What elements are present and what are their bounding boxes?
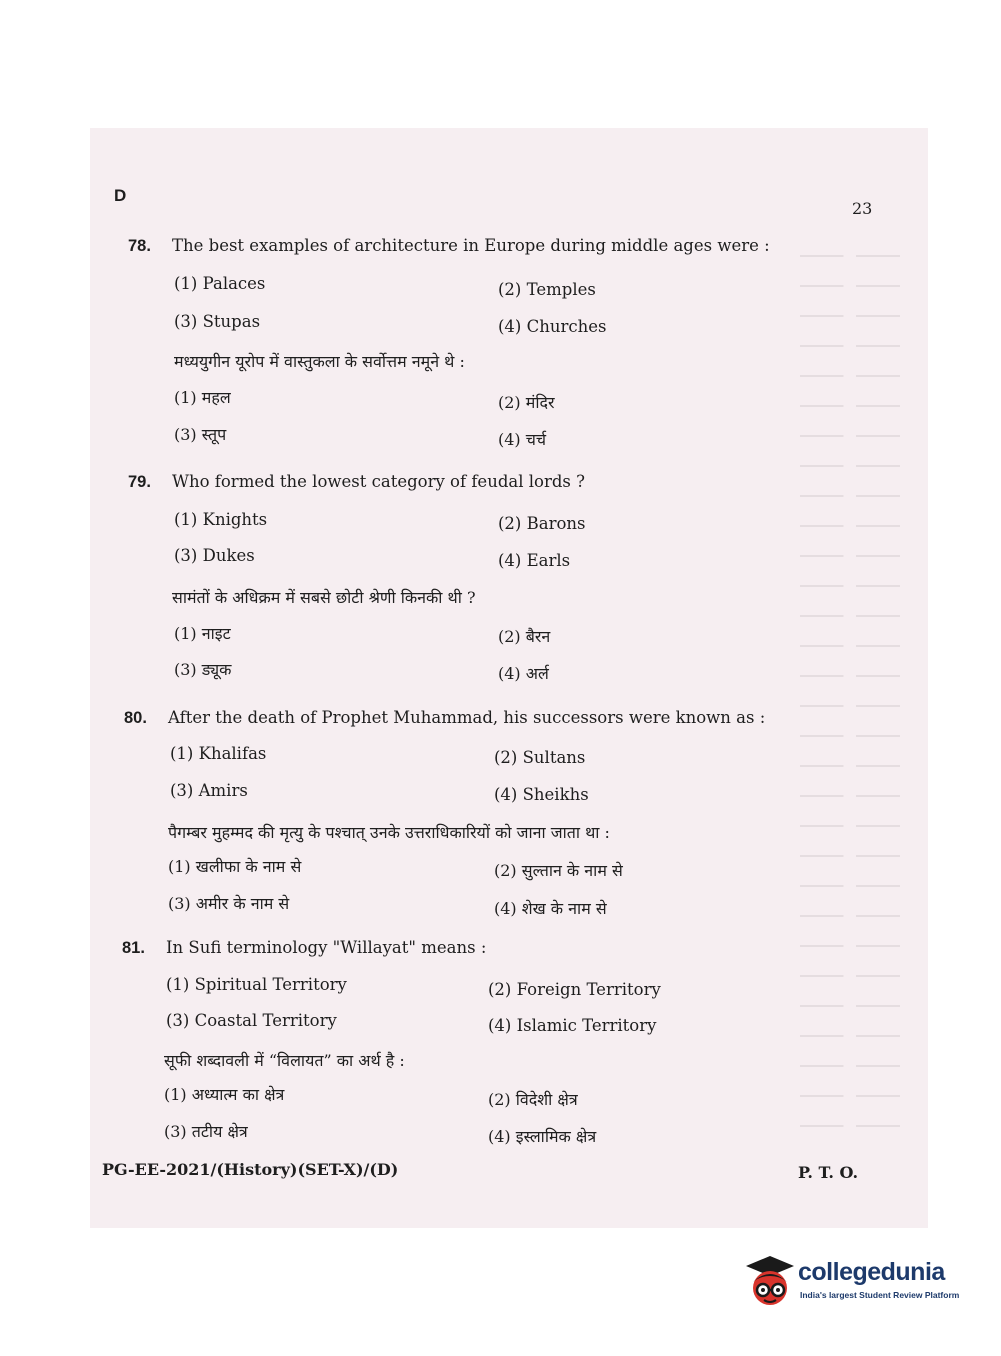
- hindi-option-1: (1) महल: [174, 388, 231, 407]
- hindi-option-4: (4) इस्लामिक क्षेत्र: [488, 1127, 597, 1146]
- option-1: (1) Knights: [174, 510, 268, 529]
- option-1: (1) Spiritual Territory: [166, 975, 347, 994]
- hindi-question-text: पैगम्बर मुहम्मद की मृत्यु के पश्चात् उनके उत्तराधिकारियों को जाना जाता था :: [168, 823, 610, 842]
- option-4: (4) Earls: [498, 551, 571, 570]
- hindi-option-2: (2) मंदिर: [498, 393, 555, 412]
- hindi-option-3: (3) तटीय क्षेत्र: [164, 1122, 248, 1141]
- question-number: 80.: [124, 709, 147, 727]
- option-2: (2) Foreign Territory: [488, 980, 661, 999]
- question-text: Who formed the lowest category of feudal lords ?: [172, 472, 585, 491]
- hindi-option-3: (3) ड्यूक: [174, 660, 232, 679]
- question-number: 79.: [128, 473, 151, 491]
- hindi-option-4: (4) अर्ल: [498, 664, 549, 683]
- question-79: [128, 472, 828, 692]
- option-3: (3) Stupas: [174, 312, 261, 331]
- logo-tagline: India's largest Student Review Platform: [800, 1290, 960, 1300]
- question-81: [122, 938, 822, 1158]
- hindi-option-3: (3) अमीर के नाम से: [168, 894, 290, 913]
- hindi-option-1: (1) अध्यात्म का क्षेत्र: [164, 1085, 285, 1104]
- question-number: 78.: [128, 237, 151, 255]
- question-text: In Sufi terminology "Willayat" means :: [166, 938, 487, 957]
- option-3: (3) Coastal Territory: [166, 1011, 337, 1030]
- question-80: [124, 708, 824, 928]
- page-number: 23: [852, 199, 873, 218]
- option-1: (1) Palaces: [174, 274, 266, 293]
- logo-name: collegedunia: [798, 1258, 945, 1286]
- option-2: (2) Barons: [498, 514, 586, 533]
- hindi-option-2: (2) सुल्तान के नाम से: [494, 861, 623, 880]
- collegedunia-logo: [740, 1252, 970, 1312]
- question-number: 81.: [122, 939, 145, 957]
- option-4: (4) Churches: [498, 317, 607, 336]
- hindi-question-text: सामंतों के अधिक्रम में सबसे छोटी श्रेणी किनकी थी ?: [172, 588, 476, 607]
- option-2: (2) Temples: [498, 280, 596, 299]
- option-3: (3) Amirs: [170, 781, 248, 800]
- hindi-option-2: (2) बैरन: [498, 627, 551, 646]
- paper-code: PG-EE-2021/(History)(SET-X)/(D): [102, 1160, 399, 1179]
- pto-label: P. T. O.: [798, 1163, 859, 1182]
- hindi-question-text: सूफी शब्दावली में “विलायत” का अर्थ है :: [164, 1051, 405, 1070]
- mascot-icon: [740, 1252, 796, 1312]
- option-2: (2) Sultans: [494, 748, 586, 767]
- option-3: (3) Dukes: [174, 546, 255, 565]
- hindi-option-2: (2) विदेशी क्षेत्र: [488, 1090, 578, 1109]
- question-78: [128, 236, 828, 456]
- hindi-option-3: (3) स्तूप: [174, 425, 227, 444]
- hindi-option-1: (1) नाइट: [174, 624, 231, 643]
- question-text: The best examples of architecture in Europe during middle ages were :: [172, 236, 770, 255]
- option-4: (4) Sheikhs: [494, 785, 589, 804]
- option-1: (1) Khalifas: [170, 744, 267, 763]
- set-letter: D: [114, 186, 127, 205]
- question-text: After the death of Prophet Muhammad, his successors were known as :: [168, 708, 766, 727]
- option-4: (4) Islamic Territory: [488, 1016, 657, 1035]
- hindi-option-4: (4) शेख के नाम से: [494, 899, 607, 918]
- hindi-question-text: मध्ययुगीन यूरोप में वास्तुकला के सर्वोत्तम नमूने थे :: [174, 352, 465, 371]
- hindi-option-4: (4) चर्च: [498, 430, 547, 449]
- hindi-option-1: (1) खलीफा के नाम से: [168, 857, 302, 876]
